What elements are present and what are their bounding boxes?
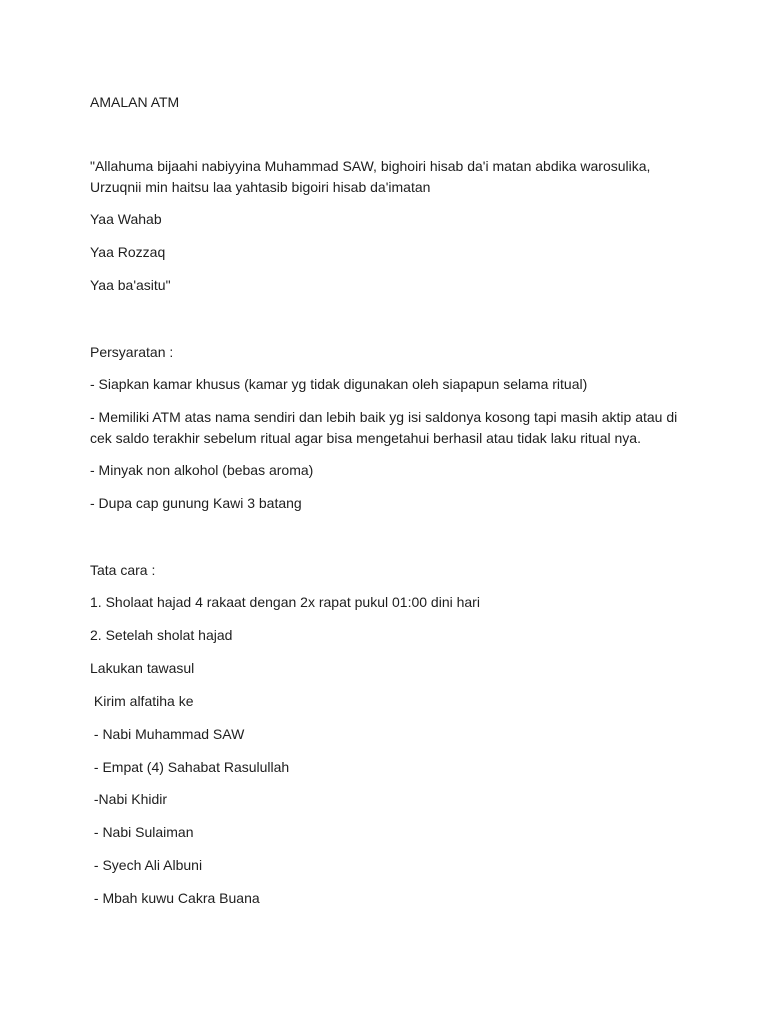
doa-line: Yaa ba'asitu"	[90, 277, 171, 293]
persyaratan-item: - Minyak non alkohol (bebas aroma)	[90, 462, 314, 478]
tata-cara-item: - Nabi Muhammad SAW	[90, 726, 245, 742]
tata-cara-item: Lakukan tawasul	[90, 660, 195, 676]
tata-cara-item: 1. Sholaat hajad 4 rakaat dengan 2x rapat pukul 01:00 dini hari	[90, 594, 480, 610]
tata-cara-item: - Syech Ali Albuni	[90, 857, 203, 873]
persyaratan-item: - Siapkan kamar khusus (kamar yg tidak digunakan oleh siapapun selama ritual)	[90, 376, 588, 392]
persyaratan-item: - Memiliki ATM atas nama sendiri dan lebih baik yg isi saldonya kosong tapi masih aktip atau di cek saldo terakhir sebelum ritual agar bisa mengetahui berhasil atau tidak laku ritual nya.	[90, 409, 682, 446]
doa-line: Yaa Rozzaq	[90, 244, 166, 260]
tata-cara-item: 2. Setelah sholat hajad	[90, 627, 233, 643]
tata-cara-item: -Nabi Khidir	[90, 791, 168, 807]
tata-cara-heading: Tata cara :	[90, 562, 156, 578]
doa-line: Yaa Wahab	[90, 211, 162, 227]
document-title: AMALAN ATM	[90, 94, 180, 110]
tata-cara-item: Kirim alfatiha ke	[90, 693, 194, 709]
persyaratan-heading: Persyaratan :	[90, 344, 174, 360]
tata-cara-item: - Empat (4) Sahabat Rasulullah	[90, 759, 290, 775]
doa-paragraph: "Allahuma bijaahi nabiyyina Muhammad SAW, bighoiri hisab da'i matan abdika warosulika, Urzuqnii min haitsu laa yahtasib bigoiri hisab da'imatan	[90, 158, 655, 195]
persyaratan-item: - Dupa cap gunung Kawi 3 batang	[90, 495, 302, 511]
tata-cara-item: - Mbah kuwu Cakra Buana	[90, 890, 260, 906]
tata-cara-item: - Nabi Sulaiman	[90, 824, 194, 840]
